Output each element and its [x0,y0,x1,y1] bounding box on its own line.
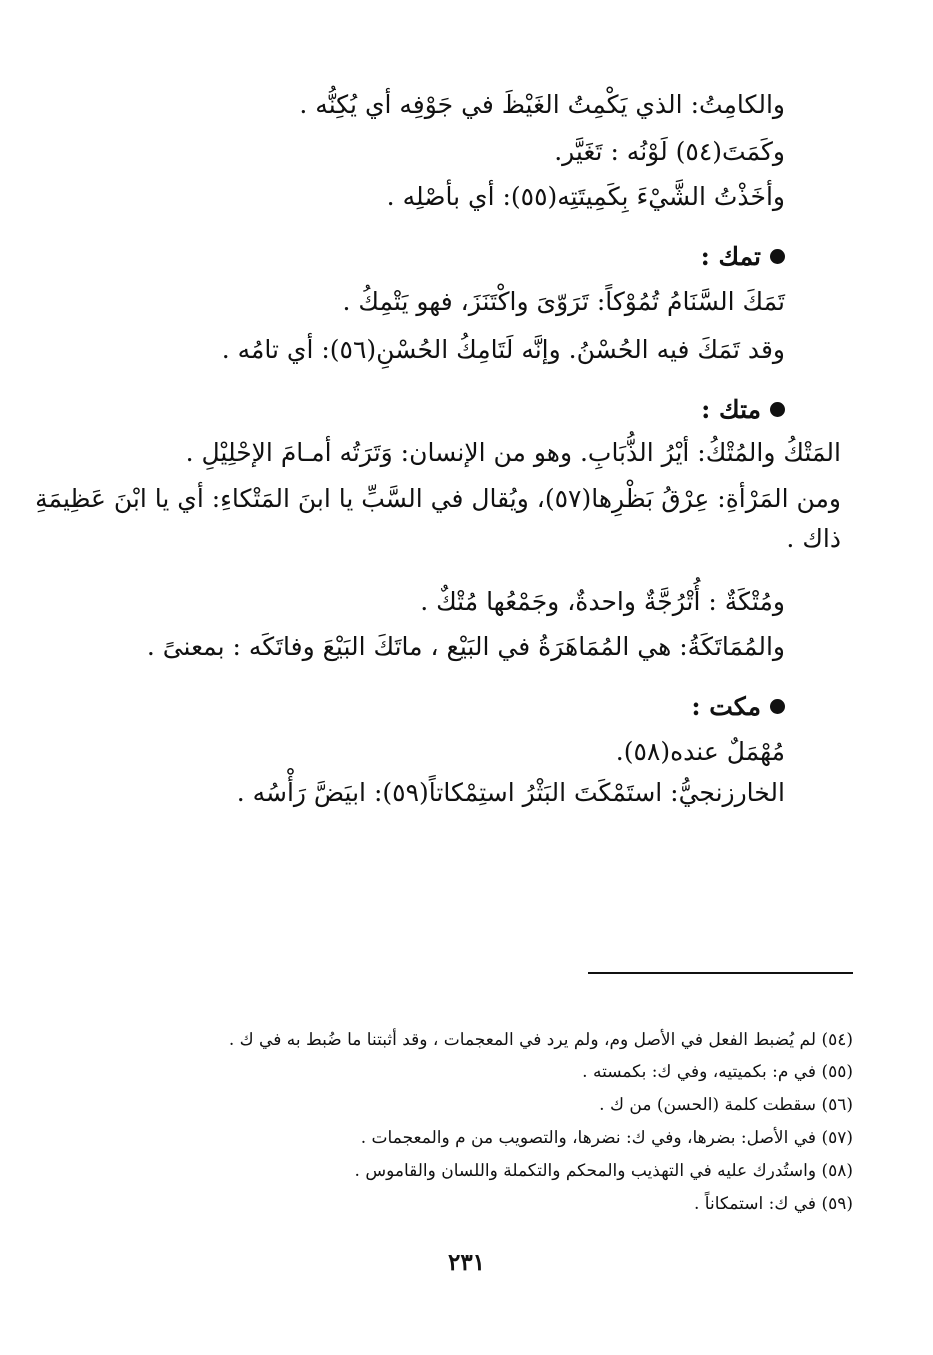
bullet-icon [770,249,785,264]
section-heading-tamak [701,240,785,274]
entry-matak-line-3: ذاك . [786,524,841,553]
page-number: ٢٣١ [447,1249,486,1276]
entry-matak-line-5: والمُمَاتَكَةُ: هي المُمَاهَرَةُ في البَيْع ، ماتَكَ البَيْعَ وفاتَكَه : بمعنىً . [146,632,785,661]
entry-matak-line-1: المَتْكُ والمُتْكُ: أيْرُ الذُّبَابِ. وهو من الإنسان: وَتَرَتُه أمـامَ الإحْلِيْلِ . [185,438,841,467]
footnote-58: (٥٨) واستُدرك عليه في التهذيب والمحكم والتكملة واللسان والقاموس . [354,1161,853,1181]
entry-tamak-line-2: وقد تَمَكَ فيه الحُسْنُ. وإنَّه لَتَامِكُ الحُسْنِ(٥٦): أي تامُه . [221,335,785,364]
footnote-57: (٥٧) في الأصل: بضرها، وفي ك: نضرها، والتصويب من م والمعجمات . [360,1128,853,1148]
entry-kamit-line-1: والكامِتُ: الذي يَكْمِتُ الغَيْظَ في جَوْفِه أي يُكِنُّه . [299,90,785,119]
entry-matak-line-2: ومن المَرْأةِ: عِرْقُ بَظْرِها(٥٧)، ويُقال في السَّبِّ يا ابنَ المَتْكاءِ: أي يا ابْنَ عَظِيمَةِ [35,484,841,513]
entry-makat-line-2: الخارزنجيُّ: استَمْكَتَ البَثْرُ استِمْكاتاً(٥٩): ابيَضَّ رَأْسُه . [236,778,785,807]
section-heading-makat [691,690,785,724]
section-heading-matak [701,393,785,427]
entry-kamit-line-3: وأخَذْتُ الشَّيْءَ بِكَمِيتَتِه(٥٥): أي بأصْلِه . [386,182,785,211]
entry-makat-line-1: مُهْمَلٌ عنده(٥٨). [615,737,785,766]
footnote-59: (٥٩) في ك: استمكاناً . [694,1194,853,1214]
section-heading-label: متك : [701,395,761,424]
entry-tamak-line-1: تَمَكَ السَّنَامُ تُمُوْكاً: تَرَوّىَ واكْتَنَزَ، فهو يَتْمِكُ . [342,287,785,316]
footnote-54: (٥٤) لم يُضبط الفعل في الأصل وم، ولم يرد في المعجمات ، وقد أثبتنا ما ضُبط به في ك . [228,1030,853,1050]
footnote-55: (٥٥) في م: بكميتيه، وفي ك: بكمسته . [582,1062,853,1082]
section-heading-label: مكت : [691,692,761,721]
footnote-56: (٥٦) سقطت كلمة (الحسن) من ك . [599,1095,853,1115]
section-heading-label: تمك : [700,242,761,271]
bullet-icon [770,699,785,714]
entry-matak-line-4: ومُتْكَةٌ : أُتْرُجَّةٌ واحدةٌ، وجَمْعُها مُتْكٌ . [420,587,785,616]
footnote-divider [588,972,853,974]
bullet-icon [770,402,785,417]
entry-kamit-line-2: وكَمَتَ(٥٤) لَوْنُه : تَغَيَّر. [554,137,785,166]
